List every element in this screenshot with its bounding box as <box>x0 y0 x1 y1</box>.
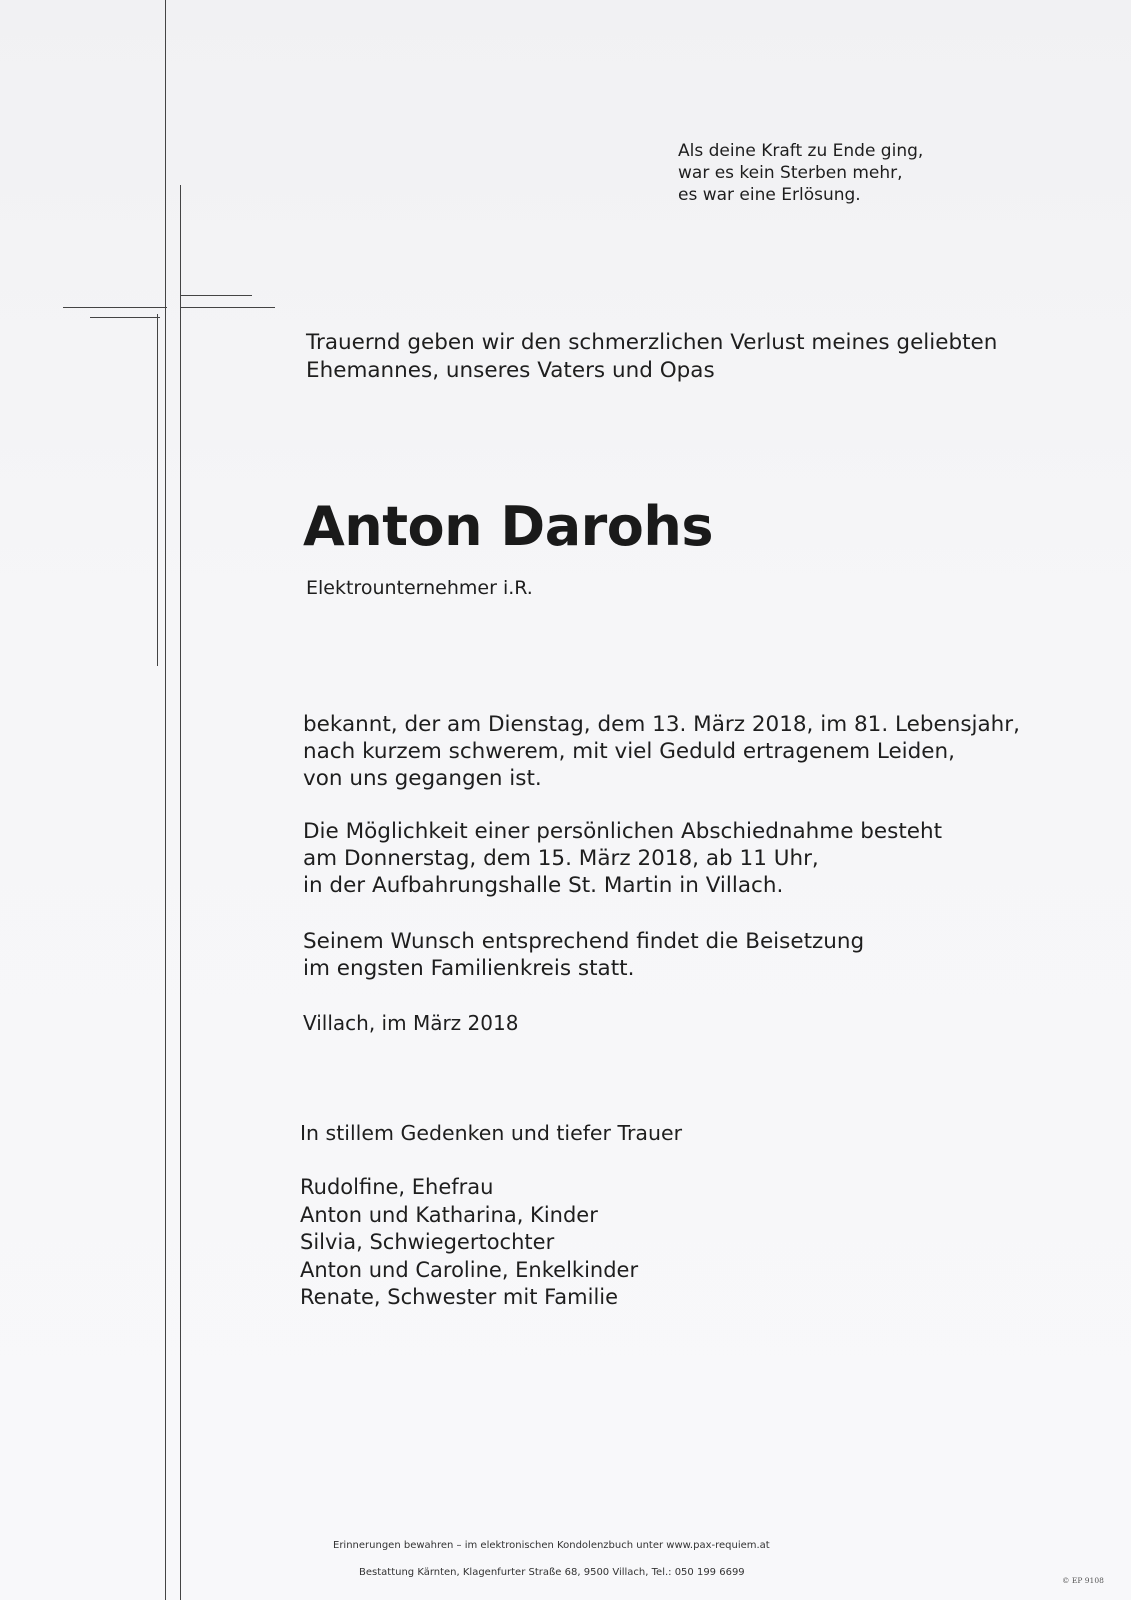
cross-bar-left-lower <box>90 317 160 318</box>
death-notice-paragraph <box>303 711 1020 792</box>
deceased-title: Elektrounternehmer i.R. <box>306 577 533 599</box>
mourner-entry: Renate, Schwester mit Familie <box>300 1285 619 1309</box>
mourners-list <box>300 1174 638 1312</box>
deceased-name: Anton Darohs <box>303 495 713 558</box>
cross-bar-right-lower <box>180 307 275 308</box>
mourner-entry: Anton und Katharina, Kinder <box>300 1202 598 1227</box>
mourner-entry: Rudolfine, Ehefrau <box>300 1175 494 1199</box>
motto-verse <box>678 140 923 206</box>
footer-condolence-note: Erinnerungen bewahren – im elektronischen Kondolenzbuch unter www.pax-requiem.at <box>333 1540 770 1551</box>
paragraph-line: nach kurzem schwerem, mit viel Geduld ertragenem Leiden, <box>303 739 955 764</box>
motto-line: es war eine Erlösung. <box>678 185 861 205</box>
mourner-entry: Anton und Caroline, Enkelkinder <box>300 1257 639 1282</box>
mourning-line: In stillem Gedenken und tiefer Trauer <box>300 1121 683 1145</box>
print-code: © EP 9108 <box>1062 1576 1104 1585</box>
paragraph-line: Seinem Wunsch entsprechend findet die Beisetzung <box>303 929 865 954</box>
place-and-date: Villach, im März 2018 <box>303 1011 519 1035</box>
cross-vertical-inner <box>157 314 158 666</box>
paragraph-line: am Donnerstag, dem 15. März 2018, ab 11 Uhr, <box>303 846 819 871</box>
footer-funeral-home: Bestattung Kärnten, Klagenfurter Straße 68, 9500 Villach, Tel.: 050 199 6699 <box>359 1567 745 1578</box>
mourner-entry: Silvia, Schwiegertochter <box>300 1230 555 1254</box>
intro-line: Trauernd geben wir den schmerzlichen Verlust meines geliebten <box>306 330 998 355</box>
paragraph-line: im engsten Familienkreis statt. <box>303 956 635 981</box>
motto-line: Als deine Kraft zu Ende ging, <box>678 141 924 161</box>
intro-line: Ehemannes, unseres Vaters und Opas <box>306 358 715 383</box>
paragraph-line: bekannt, der am Dienstag, dem 13. März 2018, im 81. Lebensjahr, <box>303 712 1020 737</box>
cross-vertical-left <box>165 0 166 1600</box>
viewing-paragraph <box>303 818 942 899</box>
cross-bar-right-upper <box>180 295 252 296</box>
cross-vertical-right <box>180 185 181 1600</box>
burial-paragraph <box>303 928 864 982</box>
paragraph-line: von uns gegangen ist. <box>303 766 542 791</box>
paragraph-line: Die Möglichkeit einer persönlichen Abschiednahme besteht <box>303 819 943 844</box>
paragraph-line: in der Aufbahrungshalle St. Martin in Villach. <box>303 873 784 898</box>
cross-bar-left-upper <box>63 307 167 308</box>
announcement-intro <box>306 329 997 385</box>
motto-line: war es kein Sterben mehr, <box>678 163 903 183</box>
